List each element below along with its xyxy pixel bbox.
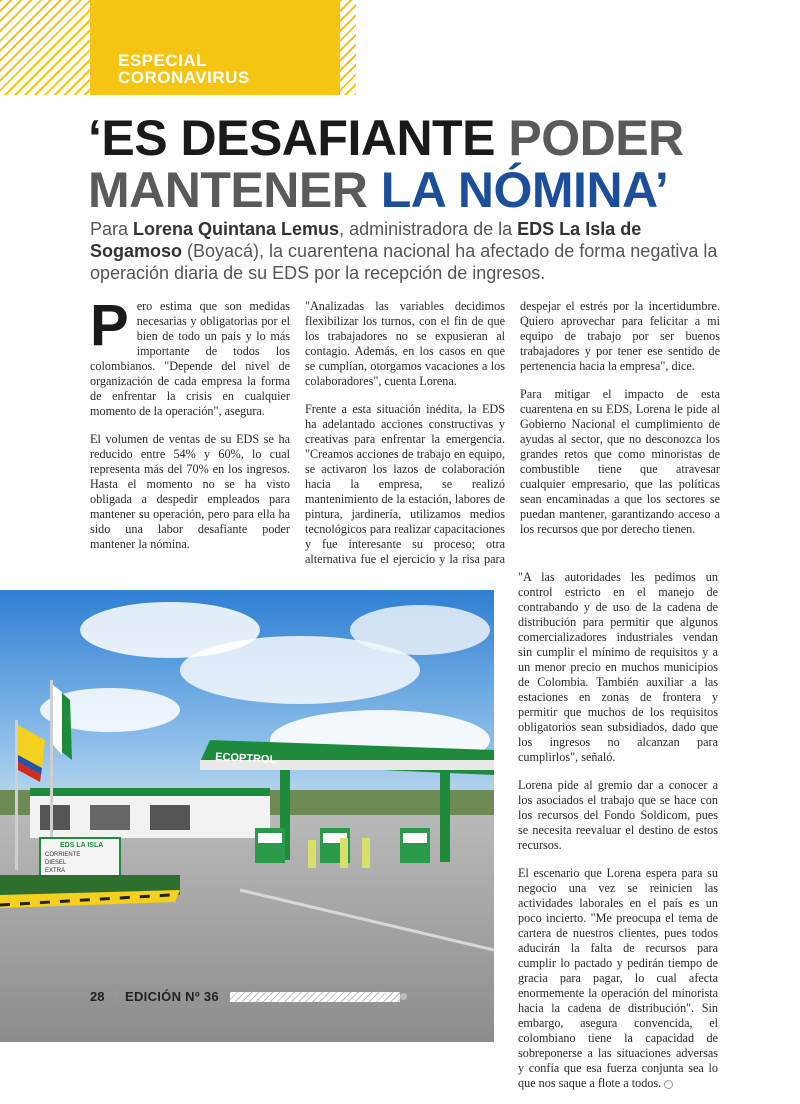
canopy-brand: ECOPTROL (214, 751, 277, 767)
gas-station-photo (0, 590, 494, 1042)
end-of-article-icon (664, 1080, 673, 1089)
headline (88, 112, 684, 216)
paragraph-6: "A las autoridades les pedimos un control estricto en el manejo de contrabando y de uso de la cadena de distribución para permitir que algunos comercializadores industriales vendan sin cumplir el mínimo de requisitos y a un menor precio en muchos municipios de Colombia. También auxiliar a las estaciones en zonas de frontera y permitir que muchos de los requisitos obligatorios sean subsidiados, dado que los ingresos no alcanzan para cumplirlos", señaló. (518, 570, 718, 764)
intro-paragraph: Para Lorena Quintana Lemus, administradora de la EDS La Isla de Sogamoso (Boyacá), la cuarentena nacional ha afectado de forma negativa la operación diaria de su EDS por la recepción de ingresos. (90, 219, 718, 283)
paragraph-4: Frente a esta situación inédita, la EDS ha adelantado acciones constructivas y creativas para enfrentar la emergencia. "Creamos acciones de trabajo en equipo, se activaron los lazos de colaboración hacia la empresa, se realizó mantenimiento de la estación, labores de pintura, jardinería, utilizamos medios tecnológicos para realizar capacitaciones y fue interesante su proceso; otra alternativa fue el ejercicio y la risa para despejar el estrés por la incertidumbre. Quiero aprovechar para felicitar a mi equipo de trabajo por ser buenos trabajadores y por tener ese sentido de pertenencia hacia la empresa", dice. (305, 299, 720, 566)
drop-cap: P (90, 293, 129, 358)
article-body-top (90, 293, 720, 570)
header-hatch-left (0, 0, 90, 95)
paragraph-5: Para mitigar el impacto de esta cuarentena en su EDS, Lorena le pide al Gobierno Nacional el cumplimiento de ayudas al sector, que no desconozca los grandes retos que como minoristas de combustible tiene que atravesar cualquier empresario, que las políticas sean encaminadas a que los sectores se puedan mantener, garantizando acceso a los recursos que por derecho tienen. (520, 387, 720, 536)
headline-part3: MANTENER (88, 162, 381, 218)
gas-station-illustration (0, 590, 494, 1042)
section-tag (118, 52, 250, 86)
headline-part4: LA NÓMINA’ (380, 162, 669, 218)
section-tag-line1: ESPECIAL (118, 51, 208, 70)
footer-dot (400, 993, 407, 1000)
paragraph-2: El volumen de ventas de su EDS se ha reducido entre 54% y 60%, lo cual representa más del 70% en los ingresos. Hasta el momento no se ha visto obligada a despedir empleados para mantener su operación, pero para ella ha sido una labor desafiante poder mantener la nómina. (90, 432, 290, 551)
intro-name: Lorena Quintana Lemus (133, 219, 340, 239)
footer-separator (116, 990, 117, 1004)
sign-line-2: CORRIENTE (45, 852, 81, 858)
header-hatch-right (340, 0, 356, 95)
page-number: 28 (90, 989, 105, 1004)
edition-label: EDICIÓN Nº 36 (125, 989, 219, 1004)
paragraph-7: Lorena pide al gremio dar a conocer a los asociados el trabajo que se hace con los recursos del Fondo Soldicom, pues se necesita reevaluar el destino de estos recursos. (518, 778, 718, 852)
headline-part1: ‘ES DESAFIANTE (88, 110, 509, 166)
paragraph-8: El escenario que Lorena espera para su negocio una vez se reinicien las actividades laborales en el país es un poco incierto. "Me preocupa el tema de cartera de nuestros clientes, pues todos aducirán la falta de recursos para cumplir lo pactado y pedirán tiempo de gracia para pagar, lo cual afecta enormemente la operación del minorista hacia la cadena de distribución". Sin embargo, asegura convencida, el colombiano tiene la capacidad de sobreponerse a las situaciones adversas y confía que esa fuerza conjunta sea lo que nos saque a flote a todos. (518, 866, 718, 1090)
sign-line-4: EXTRA (45, 868, 66, 874)
paragraph-3: "Analizadas las variables decidimos flexibilizar los turnos, con el fin de que los trabajadores no se expusieran al contagio. Además, en los casos en que se cumplían, otorgamos vacaciones a los colaboradores", cuenta Lorena. (305, 299, 505, 388)
sign-line-1: EDS LA ISLA (60, 842, 104, 849)
headline-part2: PODER (508, 110, 684, 166)
paragraph-1: Pero estima que son medidas necesarias y obligatorias por el bien de todo un país y lo más importante de todos los colombianos. "Depende del nivel de organización de cada empresa la forma de enfrentar la crisis en cualquier momento de la operación", asegura. (90, 293, 290, 418)
article-body-continued (518, 570, 718, 1104)
footer-hatch (230, 992, 400, 1002)
sign-line-3: DIESEL (45, 860, 67, 866)
section-tag-line2: CORONAVIRUS (118, 68, 250, 87)
intro-station: EDS La Isla de Sogamoso (90, 219, 642, 261)
